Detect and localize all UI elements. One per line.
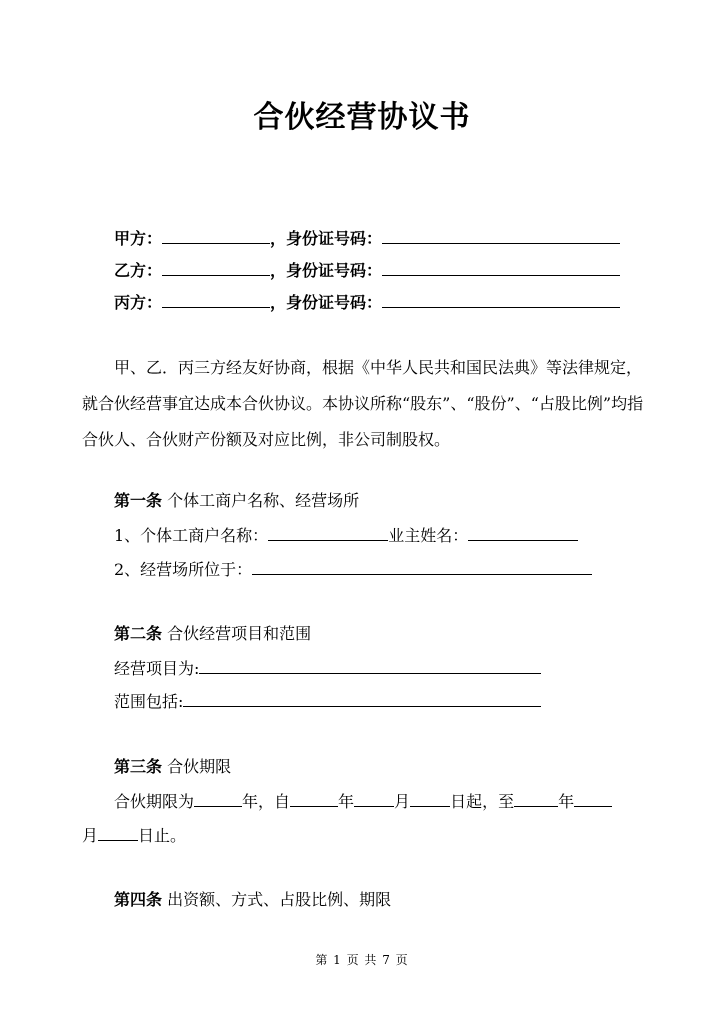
term-text: 日起，至 xyxy=(450,792,515,811)
end-day-blank xyxy=(98,824,138,841)
business-item-blank xyxy=(199,657,541,674)
owner-name-label: 业主姓名： xyxy=(388,526,469,545)
owner-name-blank xyxy=(468,524,578,541)
party-name-blank xyxy=(162,259,270,276)
term-text: 年 xyxy=(558,792,575,811)
business-scope-label: 范围包括: xyxy=(114,692,184,711)
business-name-label: 1、个体工商户名称： xyxy=(114,526,269,545)
start-month-blank xyxy=(354,790,394,807)
term-years-blank xyxy=(194,790,242,807)
article-2-heading xyxy=(114,623,311,645)
document-title: 合伙经营协议书 xyxy=(253,100,471,135)
id-number-blank xyxy=(382,259,620,276)
business-item-label: 经营项目为: xyxy=(114,659,200,678)
article-number: 第四条 xyxy=(114,890,163,909)
party-label: 丙方： xyxy=(114,293,163,312)
end-month-blank xyxy=(574,790,612,807)
article-number: 第一条 xyxy=(114,491,163,510)
business-scope-blank xyxy=(183,690,541,707)
party-separator: ， xyxy=(270,293,287,312)
term-text: 年 xyxy=(338,792,355,811)
article-4-heading xyxy=(114,889,391,911)
term-text: 月 xyxy=(394,792,411,811)
party-line-a xyxy=(114,227,620,250)
business-name-line xyxy=(114,524,578,547)
term-text: 日止。 xyxy=(138,826,187,845)
party-line-c xyxy=(114,291,620,314)
party-separator: ， xyxy=(270,229,287,248)
id-number-label: 身份证号码： xyxy=(286,261,383,280)
business-address-label: 2、经营场所位于： xyxy=(114,560,253,579)
business-name-blank xyxy=(268,524,388,541)
term-line xyxy=(114,790,612,813)
article-3-heading xyxy=(114,756,231,778)
start-year-blank xyxy=(290,790,338,807)
party-name-blank xyxy=(162,291,270,308)
business-scope-line xyxy=(114,690,541,713)
article-number: 第三条 xyxy=(114,757,163,776)
business-address-blank xyxy=(252,558,592,575)
id-number-blank xyxy=(382,227,620,244)
intro-paragraph: 甲、乙．丙三方经友好协商，根据《中华人民共和国民法典》等法律规定，就合伙经营事宜达成本合伙协议。本协议所称“股东”、“股份”、“占股比例”均指合伙人、合伙财产份额及对应比例，非公司制股权。 xyxy=(82,358,644,449)
page-footer: 第 1 页 共 7 页 xyxy=(315,953,409,967)
end-year-blank xyxy=(514,790,558,807)
business-address-line xyxy=(114,558,592,581)
party-label: 乙方： xyxy=(114,261,163,280)
article-title: 个体工商户名称、经营场所 xyxy=(167,491,360,510)
term-text: 年，自 xyxy=(242,792,291,811)
party-line-b xyxy=(114,259,620,282)
party-name-blank xyxy=(162,227,270,244)
term-text: 月 xyxy=(82,826,99,845)
article-title: 合伙经营项目和范围 xyxy=(167,624,312,643)
id-number-label: 身份证号码： xyxy=(286,229,383,248)
id-number-blank xyxy=(382,291,620,308)
business-item-line xyxy=(114,657,541,680)
article-title: 合伙期限 xyxy=(167,757,232,776)
article-1-heading xyxy=(114,490,359,512)
party-label: 甲方： xyxy=(114,229,163,248)
party-separator: ， xyxy=(270,261,287,280)
start-day-blank xyxy=(410,790,450,807)
term-text: 合伙期限为 xyxy=(114,792,195,811)
article-number: 第二条 xyxy=(114,624,163,643)
article-title: 出资额、方式、占股比例、期限 xyxy=(167,890,392,909)
term-line-end xyxy=(82,824,186,847)
id-number-label: 身份证号码： xyxy=(286,293,383,312)
